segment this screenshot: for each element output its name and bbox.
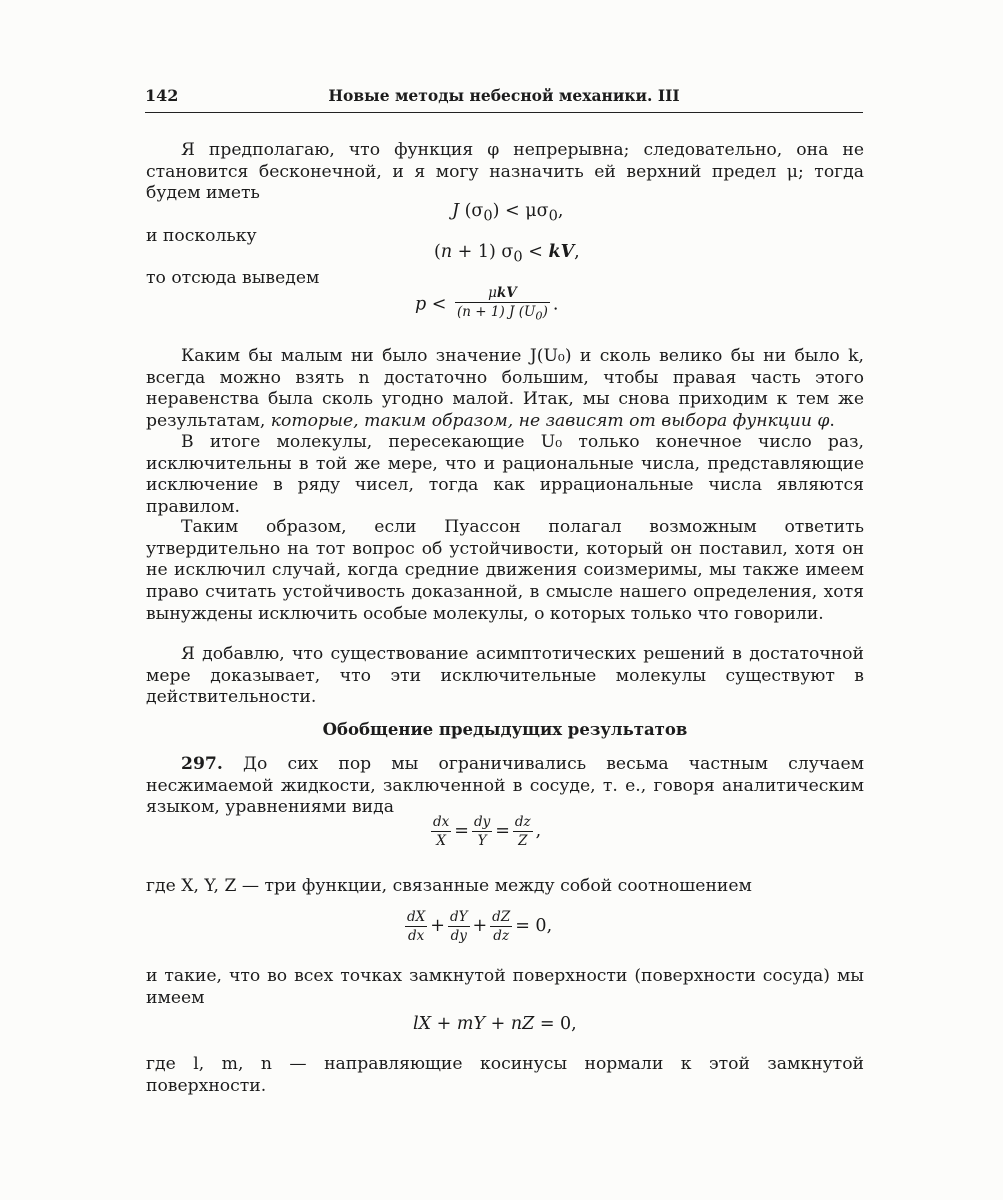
paragraph-2-emphasis: которые, таким образом, не зависят от выбора функции φ [270,411,830,432]
section-number: 297. [181,754,223,774]
equation-inequality-3: p < $\frac{\text{μkV}}{(n + 1) J (U_0)}$ . [415,284,558,326]
paragraph-2-end: . [829,411,835,432]
page-number: 142 [145,86,179,105]
label-since: и поскольку [146,226,257,246]
paragraph-5: Я добавлю, что существование асимптотических решений в достаточной мере доказывает, что эти исключительные молекулы существуют в действительности. [146,644,864,708]
section-heading: Обобщение предыдущих результатов [322,720,688,739]
paragraph-2 [146,346,864,433]
paragraph-8: и такие, что во всех точках замкнутой поверхности (поверхности сосуда) мы имеем [146,966,864,1008]
equation-ode-system: $\frac{dx}{X}$ = $\frac{dy}{Y}$ = $\frac{dz}{Z}$ , [433,814,542,849]
paragraph-3: В итоге молекулы, пересекающие U₀ только конечное число раз, исключительны в той же мере, что и рациональные числа, представляющие исключение в ряду чисел, тогда как иррациональные числа являются правилом. [146,432,864,518]
paragraph-2-text: Каким бы малым ни было значение J(U₀) и сколь велико бы ни было k, всегда можно взять n достаточно большим, чтобы правая часть этого неравенства была сколь угодно малой. Итак, мы снова приходим к тем же результатам, [146,346,864,432]
paragraph-4: Таким образом, если Пуассон полагал возможным ответить утвердительно на тот вопрос об устойчивости, который он поставил, хотя он не исключил случай, когда средние движения соизмеримы, мы также имеем право считать устойчивость доказанной, в смысле нашего определения, хотя вынуждены исключить особые молекулы, о которых только что говорили. [146,517,864,624]
paragraph-9: где l, m, n — направляющие косинусы нормали к этой замкнутой поверхности. [146,1054,864,1096]
paragraph-6 [146,754,864,819]
label-hence: то отсюда выведем [146,268,320,288]
running-title: Новые методы небесной механики. III [328,86,680,105]
paragraph-7: где X, Y, Z — три функции, связанные между собой соотношением [146,876,752,896]
equation-boundary: lX + mY + nZ = 0, [413,1014,577,1034]
equation-inequality-2: (n + 1) $\sigma_0$ < kV, [434,242,580,266]
page-header [145,86,863,113]
equation-divergence: $\frac{dX}{dx}$ + $\frac{dY}{dy}$ + $\frac{dZ}{dz}$ = 0, [407,909,553,944]
paragraph-1: Я предполагаю, что функция φ непрерывна; следовательно, она не становится бесконечной, и я могу назначить ей верхний предел μ; тогда будем иметь [146,140,864,204]
equation-inequality-1: J $(\sigma_0) < \mu\sigma_0$, [452,201,564,225]
paragraph-6-text: До сих пор мы ограничивались весьма частным случаем несжимаемой жидкости, заключенной в сосуде, т. е., говоря аналитическим языком, уравнениями вида [146,754,864,818]
fraction-muKV: $\frac{\text{μkV}}{(n + 1) J (U_0)}$ [457,285,548,323]
